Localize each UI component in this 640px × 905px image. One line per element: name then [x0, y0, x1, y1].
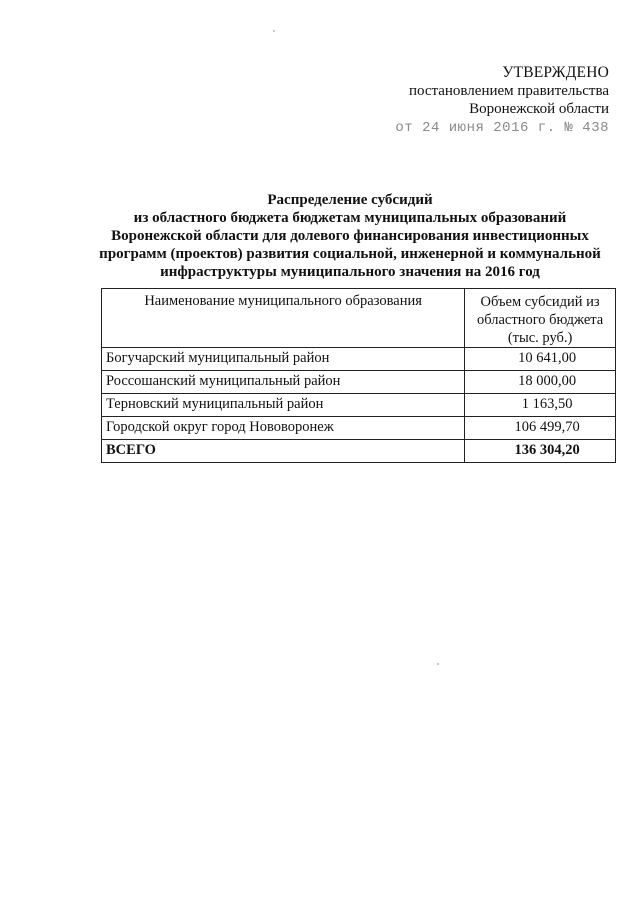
header-name: Наименование муниципального образования [102, 289, 465, 348]
title-line: инфраструктуры муниципального значения на 2016 год [160, 264, 540, 280]
table-row [102, 371, 616, 394]
table-header-row [102, 289, 616, 348]
table-row [102, 417, 616, 440]
row-name: Богучарский муниципальный район [102, 348, 465, 371]
table-total-row [102, 440, 616, 463]
row-amount: 106 499,70 [465, 417, 616, 440]
row-amount: 1 163,50 [465, 394, 616, 417]
title-line: из областного бюджета бюджетам муниципальных образований [133, 210, 567, 226]
approval-line-2: Воронежской области [469, 101, 609, 117]
title-line: Воронежской области для долевого финансирования инвестиционных [111, 228, 589, 244]
approval-date-stamp: от 24 июня 2016 г. № 438 [395, 120, 609, 136]
table-row [102, 394, 616, 417]
row-amount: 10 641,00 [465, 348, 616, 371]
title-line: программ (проектов) развития социальной, инженерной и коммунальной [99, 246, 601, 262]
total-label: ВСЕГО [102, 440, 465, 463]
approval-block [395, 64, 609, 137]
scan-speck [437, 663, 439, 665]
row-name: Терновский муниципальный район [102, 394, 465, 417]
approval-heading: УТВЕРЖДЕНО [502, 64, 609, 81]
table-row [102, 348, 616, 371]
scan-speck [273, 30, 275, 32]
subsidies-table [101, 288, 616, 463]
title-line: Распределение субсидий [267, 192, 433, 208]
total-amount: 136 304,20 [465, 440, 616, 463]
row-amount: 18 000,00 [465, 371, 616, 394]
header-amount: Объем субсидий из областного бюджета (тыс. руб.) [465, 289, 616, 348]
approval-line-1: постановлением правительства [408, 83, 609, 99]
row-name: Городской округ город Нововоронеж [102, 417, 465, 440]
row-name: Россошанский муниципальный район [102, 371, 465, 394]
document-title [80, 191, 620, 281]
